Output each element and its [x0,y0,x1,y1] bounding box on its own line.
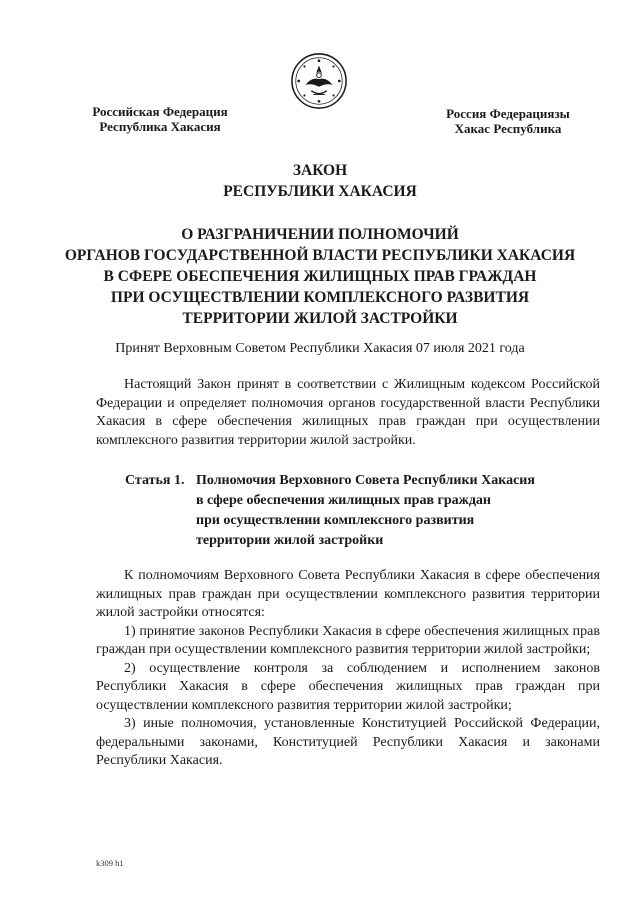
document-code: k309 h1 [96,858,124,868]
article-title-line-1: Полномочия Верховного Совета Республики Хакасия [196,473,535,488]
law-label-line-2: РЕСПУБЛИКИ ХАКАСИЯ [223,183,417,200]
law-label-line-1: ЗАКОН [292,162,348,179]
coat-of-arms-emblem [290,52,348,110]
header-russian [80,104,240,134]
law-title-line-3: В СФЕРЕ ОБЕСПЕЧЕНИЯ ЖИЛИЩНЫХ ПРАВ ГРАЖДАН [103,268,537,285]
article-number: Статья 1. [125,473,185,488]
header-right-line-1: Россия Федерациязы [446,106,570,121]
article-heading [125,471,605,551]
law-title [0,224,640,329]
body-paragraph-item-1: 1) принятие законов Республики Хакасия в сфере обеспечения жилищных прав граждан при осуществлении комплексного развития территории жилой застройки; [96,623,600,657]
article-title-line-2: в сфере обеспечения жилищных прав граждан [196,493,491,508]
intro-paragraph: Настоящий Закон принят в соответствии с Жилищным кодексом Российской Федерации и определяет полномочия органов государственной власти Республики Хакасия в сфере обеспечения жилищных прав граждан при осуществлении комплексного развития территории жилой застройки. [96,377,600,448]
article-body [96,567,600,771]
body-paragraph-lead: К полномочиям Верховного Совета Республики Хакасия в сфере обеспечения жилищных прав граждан при осуществлении комплексного развития территории жилой застройки относятся: [96,568,600,620]
header-left-line-1: Российская Федерация [92,104,228,119]
law-title-line-1: О РАЗГРАНИЧЕНИИ ПОЛНОМОЧИЙ [181,226,459,243]
law-title-line-2: ОРГАНОВ ГОСУДАРСТВЕННОЙ ВЛАСТИ РЕСПУБЛИКИ ХАКАСИЯ [64,247,576,264]
article-title-line-4: территории жилой застройки [196,533,384,548]
body-paragraph-item-3: 3) иные полномочия, установленные Конституцией Российской Федерации, федеральными законами, Конституцией Республики Хакасия и законами Республики Хакасия. [96,716,600,768]
adoption-statement: Принят Верховным Советом Республики Хакасия 07 июля 2021 года [115,341,525,356]
law-title-line-5: ТЕРРИТОРИИ ЖИЛОЙ ЗАСТРОЙКИ [182,310,458,327]
header-right-line-2: Хакас Республика [454,121,562,136]
law-title-line-4: ПРИ ОСУЩЕСТВЛЕНИИ КОМПЛЕКСНОГО РАЗВИТИЯ [110,289,530,306]
body-paragraph-item-2: 2) осуществление контроля за соблюдением и исполнением законов Республики Хакасия в сфере обеспечения жилищных прав граждан при осуществлении комплексного развития территории жилой застройки; [96,660,600,713]
header-khakas [428,106,588,136]
article-title-line-3: при осуществлении комплексного развития [196,513,475,528]
law-label [0,160,640,202]
header-left-line-2: Республика Хакасия [99,119,221,134]
